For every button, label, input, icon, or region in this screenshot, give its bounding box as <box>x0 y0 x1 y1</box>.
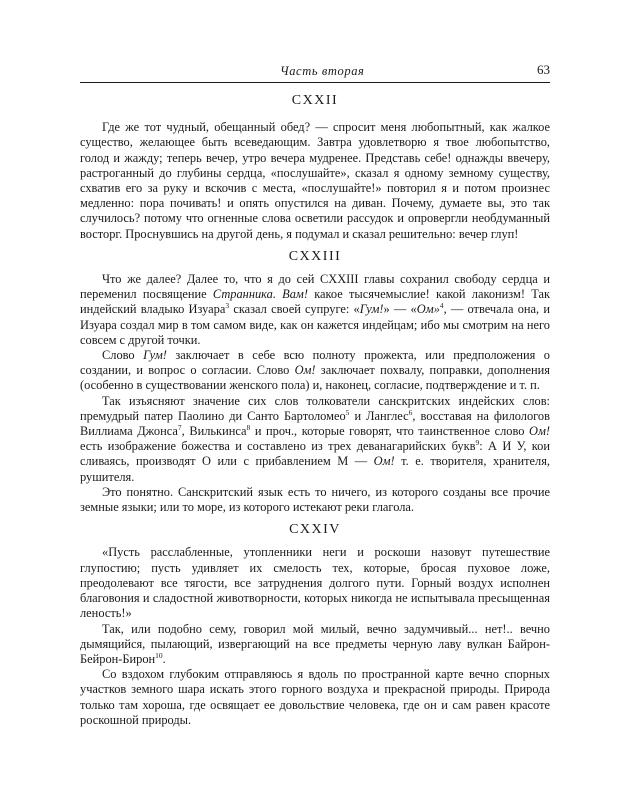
chapter-heading-cxxii: CXXII <box>291 93 339 108</box>
paragraph: «Пусть расслабленные, утопленники неги и роскоши назовут путешествие глупостию; пусть удивляет их смелость тех, которые, бросая пуховое ложе, преодолевают все тягости, все затруднения долгого пути. Горный воздух исполнен благовония и сладостной животворности, которых никогда не испытывала пресыщенная леность!» <box>80 545 550 621</box>
footnote-ref: 10 <box>155 650 163 660</box>
page-number: 63 <box>537 62 550 77</box>
footnote-ref: 3 <box>225 301 230 311</box>
footnote-ref: 9 <box>475 438 480 448</box>
paragraph: Что же далее? Далее то, что я до сей CXXIII главы сохранил свободу сердца и переменил посвящение Странника. Вам! какое тысячемыслие! какой лаконизм! Так индейский владыко Изуара$^3$ сказал своей супруге: «Гум!» — «Ом»$^4$, — отвечала она, и Изуара создал мир в том самом виде, как он кажется индейцам; ибо мы смотрим на него совсем с другой точки. <box>80 272 550 347</box>
paragraph: Это понятно. Санскритский язык есть то ничего, из которого созданы все прочие земные языки; или то море, из которого истекают реки глагола. <box>80 484 550 515</box>
paragraph: Слово Гум! заключает в себе всю полноту прожекта, или предположения о создании, и вопрос о согласии. Слово Ом! заключает похвалу, поправки, дополнения (особенно в существовании женского пола) и, наконец, согласие, подтверждение и т. п. <box>80 348 550 393</box>
chapter-heading-cxxiii: CXXIII <box>288 248 342 264</box>
footnote-ref: 7 <box>177 422 182 432</box>
paragraph: Так изъясняют значение сих слов толкователи санскритских индейских слов: премудрый патер Паолино ди Санто Бартоломео$^5$ и Ланглес$^6$, восставая на филологов Виллиама Джонса$^7$, Вилькинса$^8$ и проч., которые говорят, что таинственное слово Ом! есть изображение божества и составлено из трех деванагарийских букв$^9$: А И У, кои сливаясь, производят О или с прибавлением М — Ом! т. е. творителя, хранителя, рушителя. <box>80 393 551 484</box>
footnote-ref: 5 <box>345 407 350 417</box>
chapter-heading-cxxiv: CXXIV <box>289 522 341 538</box>
page-header <box>80 60 550 80</box>
paragraph: Так, или подобно сему, говорил мой милый, вечно задумчивый... нет!.. вечно дымящийся, пылающий, извергающий на все предметы черную лаву вулкан Байрон-Бейрон-Бирон$^{10}$. <box>80 621 550 666</box>
page-body <box>80 93 550 728</box>
header-rule <box>80 82 550 83</box>
paragraph: Где же тот чудный, обещанный обед? — спросит меня любопытный, как жалкое существо, желающее быть всеведающим. Завтра удовлетворю я твое любопытство, голод и жажду; теперь вечер, утро вечера мудренее. Представь себе! однажды ввечеру, растроганный до глубины сердца, «послушайте», сказал я одному земному существу, схватив его за руку и вскочив с места, «послушайте!» повторил я и потом произнес медленно: пора почивать! и опять опустился на диван. Почему, думаете вы, это так случилось? потому что огненные слова осветили рассудок и опровергли необдуманный восторг. Проснувшись на другой день, я подумал и сказал решительно: вечер глуп! <box>80 120 550 241</box>
footnote-ref: 4 <box>439 301 444 311</box>
paragraph: Со вздохом глубоким отправляюсь я вдоль по пространной карте вечно спорных участков земного шара искать этого горного воздуха и прекрасной природы. Природа только там хороша, где освящает ее довольствие человека, где он и сам равен красоте роскошной природы. <box>80 667 550 727</box>
footnote-ref: 6 <box>408 407 413 417</box>
running-title: Часть вторая <box>280 64 365 78</box>
footnote-ref: 8 <box>246 422 251 432</box>
